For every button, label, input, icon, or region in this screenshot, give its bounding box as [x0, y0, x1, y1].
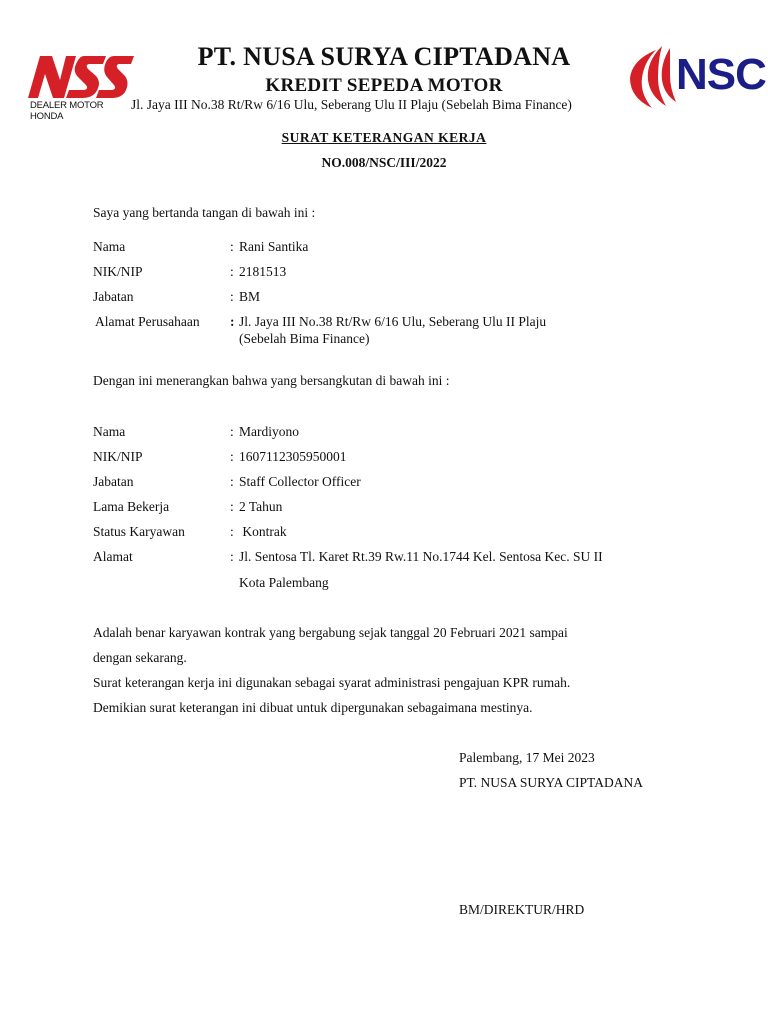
statement-text: Dengan ini menerangkan bahwa yang bersangkutan di bawah ini : [93, 373, 450, 388]
signer-label-nik: NIK/NIP [93, 264, 143, 279]
signer-label-nama: Nama [93, 239, 126, 254]
employee-value-nama: Mardiyono [239, 424, 299, 439]
signer-label-alamat: Alamat Perusahaan [95, 314, 200, 329]
company-name: PT. NUSA SURYA CIPTADANA [197, 42, 571, 71]
signer-value-nik: 2181513 [239, 264, 287, 279]
employee-label-status: Status Karyawan [93, 524, 185, 539]
employee-colon: : [230, 474, 234, 489]
employee-colon: : [230, 449, 234, 464]
signer-value-alamat-line2: (Sebelah Bima Finance) [239, 331, 370, 346]
employee-label-alamat: Alamat [93, 549, 133, 564]
employee-colon: : [230, 549, 234, 564]
body-line: Demikian surat keterangan ini dibuat untuk dipergunakan sebagaimana mestinya. [93, 700, 533, 715]
employee-value-jabatan: Staff Collector Officer [239, 474, 361, 489]
body-line: dengan sekarang. [93, 650, 187, 665]
employee-label-lama-bekerja: Lama Bekerja [93, 499, 170, 514]
employee-label-jabatan: Jabatan [93, 474, 134, 489]
employee-label-nama: Nama [93, 424, 126, 439]
body-line: Adalah benar karyawan kontrak yang bergabung sejak tanggal 20 Februari 2021 sampai [93, 625, 568, 640]
signer-colon: : [230, 239, 234, 254]
employee-value-nik: 1607112305950001 [239, 449, 347, 464]
place-date: Palembang, 17 Mei 2023 [459, 750, 595, 765]
signer-value-alamat: Jl. Jaya III No.38 Rt/Rw 6/16 Ulu, Seberang Ulu II Plaju [239, 314, 547, 329]
body-line: Surat keterangan kerja ini digunakan sebagai syarat administrasi pengajuan KPR rumah. [93, 675, 571, 690]
employee-colon: : [230, 424, 234, 439]
company-subtitle: KREDIT SEPEDA MOTOR [265, 75, 503, 96]
company-address: Jl. Jaya III No.38 Rt/Rw 6/16 Ulu, Seberang Ulu II Plaju (Sebelah Bima Finance) [131, 97, 572, 112]
employee-label-nik: NIK/NIP [93, 449, 143, 464]
nsc-wordmark: NSC [676, 50, 766, 99]
signer-colon: : [230, 264, 234, 279]
employee-value-status: Kontrak [239, 524, 287, 539]
employee-value-alamat-line2: Kota Palembang [239, 575, 329, 590]
employee-value-alamat: Jl. Sentosa Tl. Karet Rt.39 Rw.11 No.1744 Kel. Sentosa Kec. SU II [239, 549, 603, 564]
signature-company: PT. NUSA SURYA CIPTADANA [459, 775, 643, 790]
signer-colon: : [230, 289, 234, 304]
signer-label-jabatan: Jabatan [93, 289, 134, 304]
logo-tagline: DEALER MOTOR HONDA [30, 100, 104, 122]
signer-value-nama: Rani Santika [239, 239, 309, 254]
employee-colon: : [230, 499, 234, 514]
signer-value-jabatan: BM [239, 289, 261, 304]
intro-text: Saya yang bertanda tangan di bawah ini : [93, 205, 316, 220]
signer-colon: : [230, 314, 235, 329]
employee-value-lama-bekerja: 2 Tahun [239, 499, 283, 514]
letter-number: NO.008/NSC/III/2022 [321, 155, 447, 170]
signature-title: BM/DIREKTUR/HRD [459, 902, 585, 917]
letter-title: SURAT KETERANGAN KERJA [281, 130, 487, 145]
employee-colon: : [230, 524, 234, 539]
